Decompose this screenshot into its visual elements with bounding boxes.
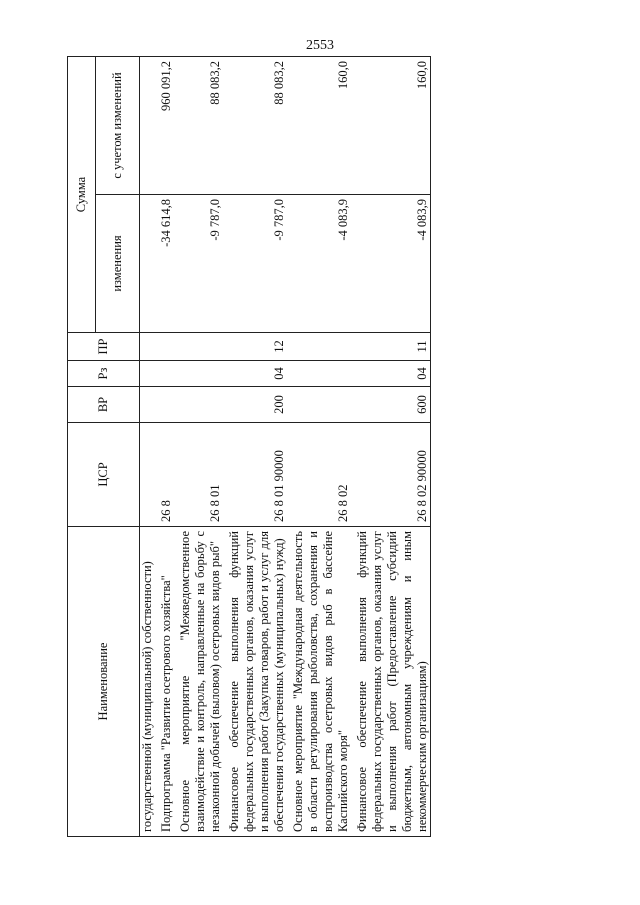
- cell-csr: 26 8: [155, 423, 174, 527]
- table-row: [140, 57, 156, 837]
- cell-pr: [174, 333, 223, 361]
- cell-name: Подпрограмма "Развитие осетрового хозяйства": [155, 527, 174, 837]
- header-sum: Сумма: [68, 57, 96, 333]
- cell-pr: [155, 333, 174, 361]
- table-row: [155, 57, 174, 837]
- header-rz: Рз: [68, 361, 140, 387]
- cell-change: -9 787,0: [174, 195, 223, 333]
- cell-rz: [155, 361, 174, 387]
- cell-change: -9 787,0: [223, 195, 287, 333]
- cell-vr: [174, 387, 223, 423]
- cell-pr: 12: [223, 333, 287, 361]
- cell-csr: 26 8 02: [287, 423, 351, 527]
- cell-vr: 600: [351, 387, 431, 423]
- cell-total: 160,0: [287, 57, 351, 195]
- cell-csr: 26 8 01: [174, 423, 223, 527]
- cell-total: 88 083,2: [223, 57, 287, 195]
- rotated-table-container: [67, 57, 613, 837]
- cell-rz: [140, 361, 156, 387]
- cell-pr: 11: [351, 333, 431, 361]
- table-row: [223, 57, 287, 837]
- cell-vr: [155, 387, 174, 423]
- table-row: [287, 57, 351, 837]
- header-csr: ЦСР: [68, 423, 140, 527]
- cell-csr: 26 8 01 90000: [223, 423, 287, 527]
- cell-total: [140, 57, 156, 195]
- budget-table: [67, 56, 431, 837]
- cell-total: 88 083,2: [174, 57, 223, 195]
- cell-vr: 200: [223, 387, 287, 423]
- page-number: 2553: [306, 38, 334, 53]
- cell-csr: [140, 423, 156, 527]
- cell-change: [140, 195, 156, 333]
- cell-pr: [140, 333, 156, 361]
- cell-name: Основное мероприятие "Межведомственное взаимодействие и контроль, направленные на борьбу с незаконной добычей (выловом) осетровых видов рыб": [174, 527, 223, 837]
- cell-vr: [287, 387, 351, 423]
- cell-change: -4 083,9: [351, 195, 431, 333]
- header-name: Наименование: [68, 527, 140, 837]
- header-pr: ПР: [68, 333, 140, 361]
- cell-rz: 04: [351, 361, 431, 387]
- cell-rz: [174, 361, 223, 387]
- header-changes: изменения: [96, 195, 140, 333]
- cell-total: 160,0: [351, 57, 431, 195]
- cell-name: Основное мероприятие "Международная деятельность в области регулирования рыболовства, сохранения и воспроизводства осетровых видов рыб в бассейне Каспийского моря": [287, 527, 351, 837]
- cell-name: Финансовое обеспечение выполнения функций федеральных государственных органов, оказания услуг и выполнения работ (Предоставление субсидий бюджетным, автономным учреждениям и иным некоммерческим организациям): [351, 527, 431, 837]
- cell-pr: [287, 333, 351, 361]
- cell-vr: [140, 387, 156, 423]
- cell-rz: [287, 361, 351, 387]
- cell-name: государственной (муниципальной) собственности): [140, 527, 156, 837]
- cell-change: -4 083,9: [287, 195, 351, 333]
- header-with-changes: с учетом изменений: [96, 57, 140, 195]
- table-row: [351, 57, 431, 837]
- cell-name: Финансовое обеспечение выполнения функций федеральных государственных органов, оказания услуг и выполнения работ (Закупка товаров, работ и услуг для обеспечения государственных (муниципальных) нужд): [223, 527, 287, 837]
- cell-csr: 26 8 02 90000: [351, 423, 431, 527]
- cell-change: -34 614,8: [155, 195, 174, 333]
- table-row: [174, 57, 223, 837]
- cell-total: 960 091,2: [155, 57, 174, 195]
- header-vr: ВР: [68, 387, 140, 423]
- cell-rz: 04: [223, 361, 287, 387]
